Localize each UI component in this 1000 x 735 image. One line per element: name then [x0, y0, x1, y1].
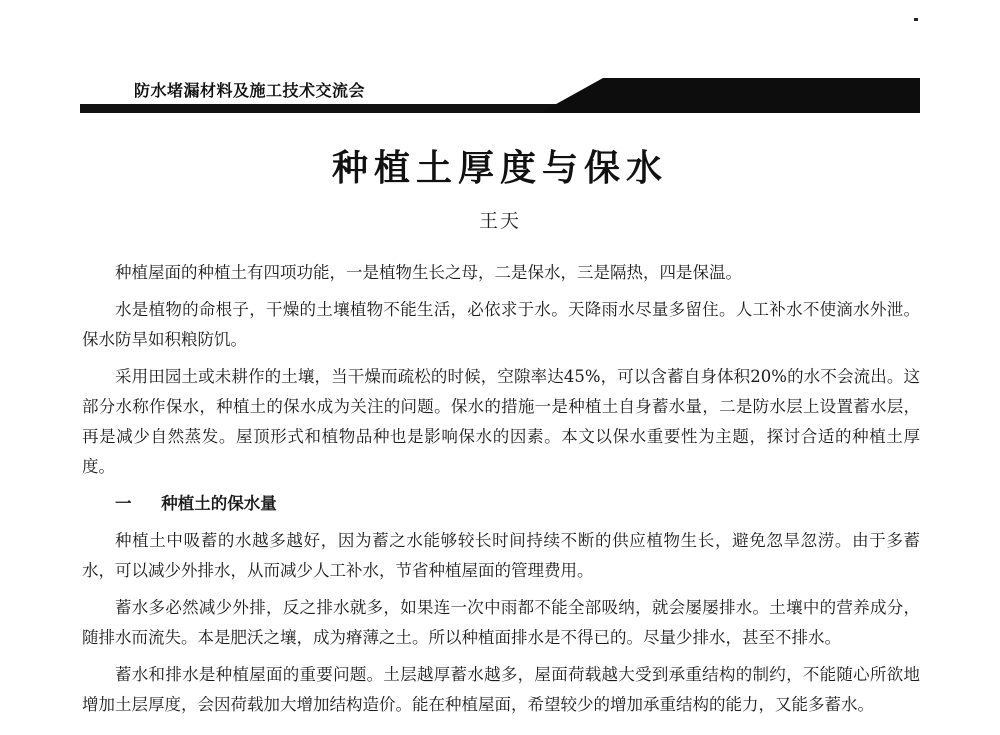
article-body	[82, 258, 920, 727]
article-title: 种植土厚度与保水	[331, 147, 668, 189]
section-number: 一	[115, 494, 132, 513]
corner-mark	[914, 18, 918, 21]
paragraph: 蓄水和排水是种植屋面的重要问题。土层越厚蓄水越多，屋面荷载越大受到承重结构的制约，不能随心所欲地增加土层厚度，会因荷载加大增加结构造价。能在种植屋面，希望较少的增加承重结构的能力，又能多蓄水。	[82, 665, 920, 714]
section-heading-text: 种植土的保水量	[161, 494, 277, 513]
header-rule	[80, 104, 560, 113]
paragraph: 采用田园土或未耕作的土壤，当干燥而疏松的时候，空隙率达45%，可以含蓄自身体积20%的水不会流出。这部分水称作保水，种植土的保水成为关注的问题。保水的措施一是种植土自身蓄水量，二是防水层上设置蓄水层，再是减少自然蒸发。屋顶形式和植物品种也是影响保水的因素。本文以保水重要性为主题，探讨合适的种植土厚度。	[82, 367, 920, 476]
header-band-graphic	[0, 0, 1000, 125]
paragraph: 蓄水多必然减少外排，反之排水就多，如果连一次中雨都不能全部吸纳，就会屡屡排水。土壤中的营养成分，随排水而流失。本是肥沃之壤，成为瘠薄之土。所以种植面排水是不得已的。尽量少排水，甚至不排水。	[82, 598, 920, 647]
paragraph: 水是植物的命根子，干燥的土壤植物不能生活，必依求于水。天降雨水尽量多留住。人工补水不使滴水外泄。保水防旱如积粮防饥。	[82, 300, 920, 349]
journal-name: 防水堵漏材料及施工技术交流会	[134, 81, 366, 100]
running-header	[0, 0, 1000, 125]
paragraph: 种植屋面的种植土有四项功能，一是植物生长之母，二是保水，三是隔热，四是保温。	[115, 263, 742, 282]
article-author: 王天	[478, 210, 521, 232]
header-black-band	[540, 78, 920, 113]
paragraph: 种植土中吸蓄的水越多越好，因为蓄之水能够较长时间持续不断的供应植物生长，避免忽旱忽涝。由于多蓄水，可以减少外排水，从而减少人工补水，节省种植屋面的管理费用。	[82, 531, 920, 580]
section-heading	[82, 489, 920, 519]
